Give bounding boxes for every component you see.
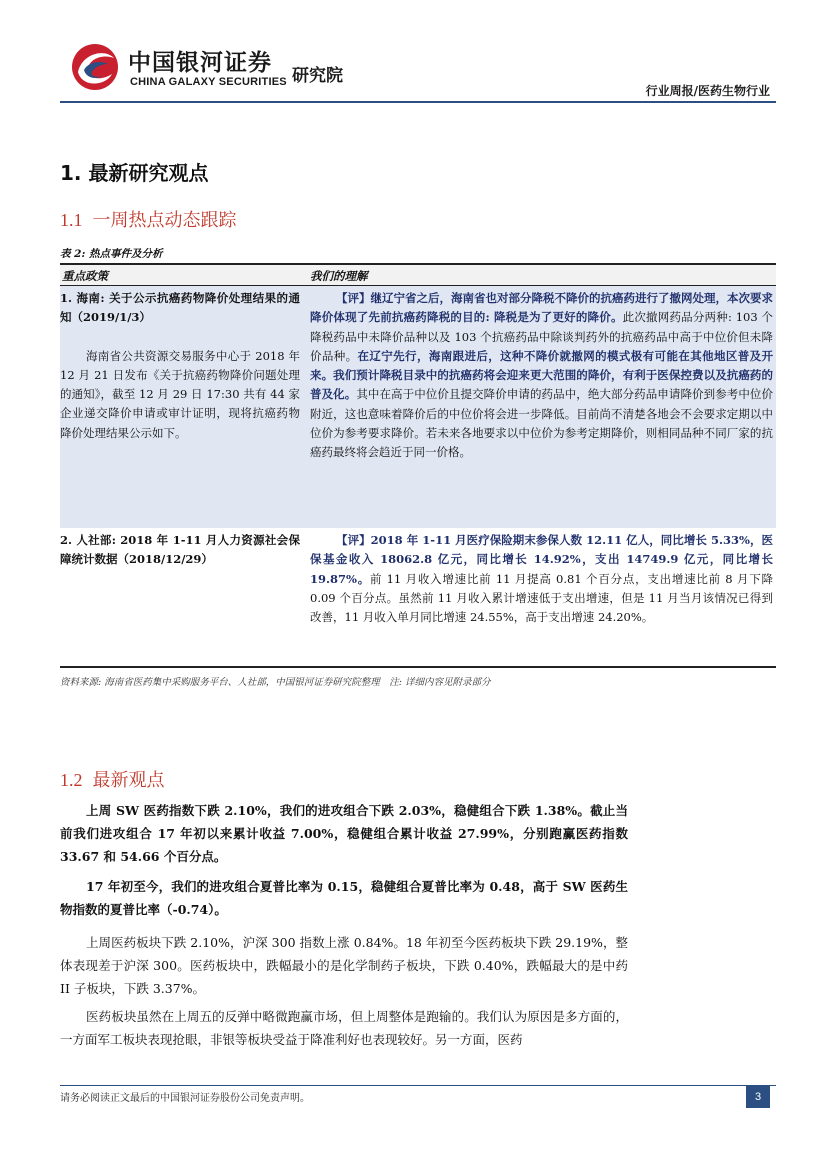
table-caption: 表 2: 热点事件及分析 [60, 248, 163, 260]
footer-disclaimer: 请务必阅读正文最后的中国银河证券股份公司免责声明。 [60, 1093, 310, 1104]
header-rule [60, 101, 776, 103]
table-row-2-view [310, 531, 773, 627]
brand-name-en: CHINA GALAXY SECURITIES [130, 76, 287, 88]
view-bold: 【评】2018 年 1-11 月医疗保险期末参保人数 12.11 亿人，同比增长 5.33%，医保基金收入 18062.8 亿元，同比增长 14.92%，支出 14749.9 亿元，同比增长 19.87%。 [310, 533, 773, 586]
column-header-policy: 重点政策 [62, 269, 108, 283]
paragraph-3: 上周医药板块下跌 2.10%，沪深 300 指数上涨 0.84%。18 年初至今医药板块下跌 29.19%，整体表现差于沪深 300。医药板块中，跌幅最小的是化学制药子板块，下跌 0.40%，跌幅最大的是中药 II 子板块，下跌 3.37%。 [60, 935, 628, 997]
policy-body: 海南省公共资源交易服务中心于 2018 年 12 月 21 日发布《关于抗癌药物降价问题处理的通知》，截至 12 月 29 日 17:30 共有 44 家企业递交降价申请或审计证明，现将抗癌药物降价处理结果公示如下。 [60, 348, 300, 440]
view-normal: 前 11 月收入增速比前 11 月提高 0.81 个百分点，支出增速比前 8 月下降 0.09 个百分点。虽然前 11 月收入累计增速低于支出增速，但是 11 月当月该情况已得到改善，11 月收入单月同比增速 24.55%，高于支出增速 24.20%。 [310, 571, 773, 625]
subsection-number: 1.1 [60, 210, 83, 230]
table-row-1-view [310, 289, 773, 463]
document-type: 行业周报/医药生物行业 [645, 84, 770, 98]
policy-title: 1. 海南: 关于公示抗癌药物降价处理结果的通知（2019/1/3） [60, 291, 300, 325]
view-bold-2: 在辽宁先行，海南跟进后，这种不降价就撤网的模式极有可能在其他地区普及开来。我们预计降税目录中的抗癌药将会迎来更大范围的降价，有利于医保控费以及抗癌药的普及化。 [310, 348, 774, 402]
paragraph-2: 17 年初至今，我们的进攻组合夏普比率为 0.15，稳健组合夏普比率为 0.48，高于 SW 医药生物指数的夏普比率（-0.74）。 [60, 879, 628, 918]
policy-title: 2. 人社部: 2018 年 1-11 月人力资源社会保障统计数据（2018/12/29） [60, 533, 300, 567]
paragraph-4: 医药板块虽然在上周五的反弹中略微跑赢市场，但上周整体是跑输的。我们认为原因是多方面的，一方面军工板块表现抢眼，非银等板块受益于降准利好也表现较好。另一方面，医药 [60, 1009, 628, 1048]
brand-institute: 研究院 [292, 66, 343, 86]
view-bold-1: 【评】继辽宁省之后，海南省也对部分降税不降价的抗癌药进行了撤网处理，本次要求降价体现了先前抗癌药降税的目的: 降税是为了更好的降价。 [310, 291, 773, 325]
subsection-title-1-1 [60, 206, 237, 232]
table-header [60, 265, 776, 285]
footer-rule [60, 1085, 776, 1086]
view-normal-2: 其中在高于中位价且提交降价申请的药品中，绝大部分药品申请降价到参考中位价附近，这也意味着降价后的中位价将会进一步降低。目前尚不清楚各地会不会要求定期以中位价为参考要求降价。若未来各地要求以中位价为参考定期降价，则相同品种不同厂家的抗癌药最终将会趋近于同一价格。 [310, 387, 774, 460]
subsection-number: 1.2 [60, 770, 83, 790]
table-row-1-policy [60, 289, 300, 443]
table-row-divider [60, 528, 776, 529]
section-title: 1. 最新研究观点 [60, 161, 209, 185]
galaxy-swirl-logo-icon [70, 42, 120, 92]
brand-name-cn: 中国银河证券 [128, 50, 272, 76]
table-source-note: 资料来源: 海南省医药集中采购服务平台、人社部，中国银河证券研究院整理 注: 详细内容见附录部分 [60, 677, 491, 688]
subsection-text: 一周热点动态跟踪 [92, 210, 237, 231]
paragraph-1: 上周 SW 医药指数下跌 2.10%，我们的进攻组合下跌 2.03%，稳健组合下跌 1.38%。截止当前我们进攻组合 17 年初以来累计收益 7.00%，稳健组合累计收益 27.99%，分别跑赢医药指数 33.67 和 54.66 个百分点。 [60, 803, 628, 865]
table-bottom-rule [60, 666, 776, 668]
column-header-view: 我们的理解 [310, 269, 368, 283]
table-row-2-policy [60, 531, 300, 570]
subsection-text: 最新观点 [92, 770, 165, 791]
page-number: 3 [746, 1086, 770, 1108]
view-normal-1: 此次撤网药品分两种: 103 个降税药品中未降价品种以及 103 个抗癌药品中除谈判药外的抗癌药品中高于中位价但未降价品种。 [310, 310, 773, 363]
subsection-title-1-2 [60, 766, 165, 792]
